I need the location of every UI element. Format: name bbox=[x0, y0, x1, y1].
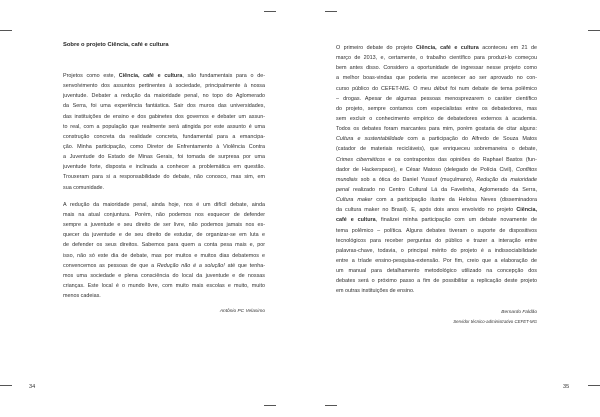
text-line bbox=[63, 81, 265, 91]
crop-mark bbox=[325, 11, 337, 12]
text-line bbox=[63, 291, 265, 301]
text-line bbox=[336, 286, 537, 296]
text-line bbox=[63, 200, 265, 210]
text-line bbox=[63, 101, 265, 111]
italic-text: Redução da maioridade bbox=[476, 176, 537, 183]
text-line bbox=[63, 132, 265, 142]
text-run: O primeiro debate do projeto bbox=[336, 45, 416, 51]
crop-mark bbox=[588, 30, 600, 31]
bold-text: café e cultura bbox=[336, 217, 376, 224]
text-line bbox=[63, 172, 265, 182]
italic-text: Crimes cibernéticos bbox=[336, 156, 386, 163]
text-run: mos uma sociedade e plena consciência do local da juventude e de nossas bbox=[63, 272, 265, 279]
text-run: convencemos as pessoas de que a bbox=[63, 262, 157, 269]
text-run: sob a ótica do Daniel Yussuf (muçulmano), bbox=[357, 176, 477, 183]
crop-mark bbox=[0, 30, 12, 31]
text-run: bem antes disso. Considero a oportunidade de ingressar nesse projeto como bbox=[336, 65, 537, 72]
text-run: menos cadeias. bbox=[63, 293, 101, 300]
text-run: da cultura maker no Brasil). E, após dois anos envolvido no projeto bbox=[336, 207, 517, 214]
text-run: foi num debate de tema polêmico bbox=[447, 85, 537, 92]
text-line bbox=[336, 84, 537, 94]
text-line bbox=[336, 226, 537, 236]
page-number: 34 bbox=[29, 384, 36, 390]
text-line bbox=[63, 271, 265, 281]
text-line bbox=[336, 114, 537, 124]
text-run: realizado no Centro Cultural Lá da Favelinha, Aglomerado da Serra, bbox=[349, 186, 537, 193]
text-run: isso, não só este dia de debate, mas por muitos e muitos dias debatemos e bbox=[63, 252, 265, 259]
text-run: aconteceu em 21 de bbox=[478, 45, 537, 51]
text-line bbox=[63, 261, 265, 271]
text-run: juventude forte, disposta e inclinada a conhecer a problemática em questão. bbox=[63, 164, 265, 171]
text-run: da Serra, foi uma experiência fantástica. Sair dos muros das universidades, bbox=[63, 103, 265, 110]
text-line bbox=[336, 165, 537, 175]
paragraph bbox=[63, 200, 265, 301]
italic-text: Cultura e sustentabilidade bbox=[336, 136, 404, 143]
author-signature: Antônio PC Velasimo bbox=[219, 309, 265, 314]
italic-text: début bbox=[433, 85, 448, 92]
text-run: crianças. Este local é o mundo livre, com muito mais escolas e muito, muito bbox=[63, 283, 265, 289]
page-number: 35 bbox=[563, 384, 570, 390]
text-run: Projetos como este, bbox=[63, 73, 119, 79]
text-run: e os contrapontos das opiniões do Raphael Bastos (fun- bbox=[385, 156, 537, 163]
text-run: sempre a juventude e seu direito de ser livre, não podemos jamais nos es- bbox=[63, 222, 265, 229]
text-run: to real, com a população que realmente será atingida por este assunto é uma bbox=[63, 123, 265, 130]
text-run: até que tenha- bbox=[224, 262, 265, 269]
text-run: a melhor boas-vindas que poderia me acontecer ao ser aprovado no con- bbox=[336, 75, 537, 82]
crop-mark bbox=[264, 405, 276, 406]
text-line bbox=[336, 104, 537, 114]
text-line bbox=[336, 215, 537, 225]
section-title: Sobre o projeto Ciência, café e cultura bbox=[63, 42, 169, 48]
text-run: entre a tríade ensino-pesquisa-extensão. Por fim, creio que a elaboração de bbox=[336, 257, 537, 264]
italic-text: Conflitos bbox=[516, 166, 537, 173]
text-line bbox=[63, 162, 265, 172]
text-run: , finalizei minha participação com um debate novamente de bbox=[375, 217, 537, 224]
text-run: ção. Minha participação, como Diretor de Enfrentamento à Violência Contra bbox=[63, 143, 265, 150]
text-run: curso público do CEFET-MG. O meu bbox=[336, 85, 434, 92]
text-line bbox=[63, 240, 265, 250]
text-line bbox=[336, 266, 537, 276]
bold-text: Ciência, café e cultura bbox=[118, 73, 183, 79]
italic-text: Cultura maker bbox=[336, 197, 373, 204]
text-line bbox=[336, 205, 537, 215]
crop-mark bbox=[0, 385, 12, 386]
text-run: tema polêmico – política. Alguns debates tiveram o suporte de dispositivos bbox=[336, 227, 537, 234]
text-run: março de 2013, e, certamente, o trabalho científico para produzi-lo começou bbox=[336, 55, 537, 62]
text-run: dador de Hackerspace), e César Matoso (delegado de Polícia Civil), bbox=[336, 166, 517, 173]
text-run: sem excluir o conhecimento empírico de debatedores externos à academia. bbox=[336, 115, 537, 122]
bold-text: Ciência, café e cultura bbox=[415, 45, 479, 51]
text-line bbox=[63, 112, 265, 122]
italic-text: penal bbox=[336, 186, 350, 193]
text-line bbox=[336, 155, 537, 165]
text-line bbox=[336, 246, 537, 256]
text-run: juventude. Debater a redução da maioridade penal, no topo do Aglomerado bbox=[63, 93, 265, 100]
text-line bbox=[63, 91, 265, 101]
text-run: – drogas. Apesar de algumas pessoas menosprezarem o caráter científico bbox=[336, 95, 537, 102]
text-run: em outras instituições de ensino. bbox=[336, 288, 415, 295]
text-line bbox=[336, 175, 537, 185]
text-run: do projeto, sempre contamos com especialistas entre os debatedores, mas bbox=[336, 105, 537, 112]
text-line bbox=[336, 144, 537, 154]
text-run: Todos os debates foram marcantes para mim, porém gostaria de citar alguns: bbox=[336, 126, 537, 133]
text-line bbox=[63, 152, 265, 162]
text-run: sua comunidade. bbox=[63, 184, 105, 191]
text-run: com a participação ilustre da Heloísa Neves (disseminadora bbox=[372, 197, 537, 204]
left-page-body bbox=[63, 71, 265, 301]
text-line bbox=[336, 256, 537, 266]
text-line bbox=[336, 236, 537, 246]
paragraph bbox=[63, 71, 265, 193]
text-line bbox=[336, 124, 537, 134]
text-line bbox=[63, 210, 265, 220]
text-line bbox=[336, 63, 537, 73]
text-line bbox=[336, 276, 537, 286]
text-run: quecer da juventude e de seu direito de estudar, de organizar-se em luta e bbox=[63, 232, 265, 239]
italic-text: mundiais bbox=[336, 176, 358, 183]
text-run: (catador de materiais recicláveis), que enriqueceu sobremaneira o debate, bbox=[336, 146, 537, 153]
text-run: , são fundamentais para o de- bbox=[182, 73, 265, 79]
text-run: um manual para detalhamento metodológico utilizado na concepção dos bbox=[336, 268, 537, 275]
text-run: palavras-chave, todavia, o principal mérito do projeto é a indissociabilidade bbox=[336, 247, 537, 254]
text-run: tecnológicos para receber perguntas do público e trazer a interação entre bbox=[336, 237, 537, 244]
text-line bbox=[63, 230, 265, 240]
text-line bbox=[63, 142, 265, 152]
text-run: das instituições de ensino e dos gabinetes dos governos e debater um assun- bbox=[63, 113, 265, 120]
text-line bbox=[63, 122, 265, 132]
text-line bbox=[63, 251, 265, 261]
text-line bbox=[63, 71, 265, 81]
text-run: Trouxeram para si a responsabilidade do debate, não conosco, mas sim, em bbox=[63, 174, 265, 181]
text-line bbox=[63, 281, 265, 291]
text-line bbox=[63, 183, 265, 193]
text-run: mais na atual conjuntura. Porém, não podemos nos esquecer de defender bbox=[63, 212, 265, 219]
text-run: com a participação do Alfredo de Souza Matos bbox=[403, 136, 537, 143]
text-run: senvolvimento dos assuntos pertinentes à sociedade, principalmente à nossa bbox=[63, 83, 265, 90]
text-run: a Juventude do Estado de Minas Gerais, foi tomada de surpresa por uma bbox=[63, 154, 265, 161]
crop-mark bbox=[325, 405, 337, 406]
text-line bbox=[336, 94, 537, 104]
text-line bbox=[336, 43, 537, 53]
text-line bbox=[336, 73, 537, 83]
text-run: A redução da maioridade penal, ainda hoje, nos é um difícil debate, ainda bbox=[63, 201, 265, 208]
right-page-body bbox=[336, 43, 537, 297]
text-line bbox=[336, 185, 537, 195]
crop-mark bbox=[264, 11, 276, 12]
author-signature: Bernardo Faldão bbox=[501, 310, 537, 315]
paragraph bbox=[336, 43, 537, 297]
bold-text: Ciência, bbox=[516, 207, 537, 214]
text-line bbox=[63, 220, 265, 230]
text-line bbox=[336, 53, 537, 63]
text-line bbox=[336, 134, 537, 144]
text-run: de defender os seus direitos. Sabemos para quem a conta pesa mais e, por bbox=[63, 242, 265, 249]
text-line bbox=[336, 195, 537, 205]
italic-text: Redução não é a solução! bbox=[156, 262, 225, 269]
text-run: debates será o próximo passo a fim de possibilitar a replicação deste projeto bbox=[336, 278, 537, 285]
author-role: Servidor técnico-administrativo CEFET-MG bbox=[453, 319, 537, 324]
crop-mark bbox=[588, 385, 600, 386]
text-run: construção concreta da realidade concreta, fundamental para a emancipa- bbox=[63, 133, 265, 140]
